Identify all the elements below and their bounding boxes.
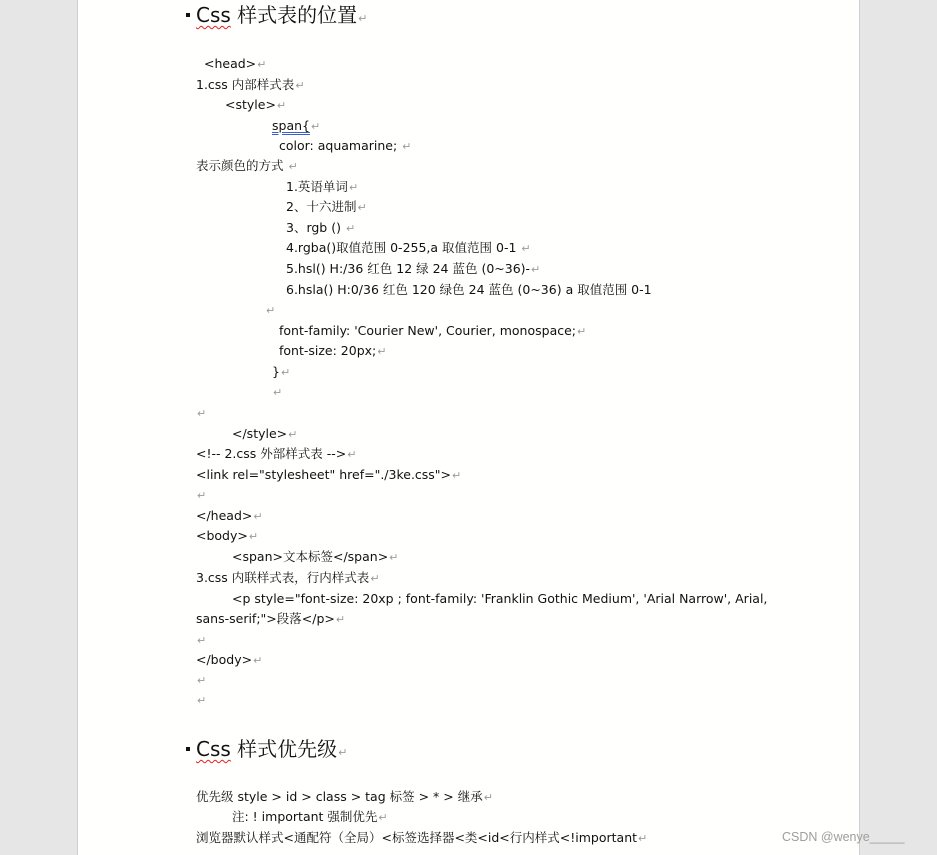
heading-css-position — [186, 1, 367, 33]
paragraph-mark-icon: ↵ — [338, 746, 348, 759]
code-line: <body>↵ — [196, 528, 259, 543]
text-line: 浏览器默认样式<通配符（全局）<标签选择器<类<id<行内样式<!important↵ — [196, 830, 648, 845]
empty-line — [196, 672, 206, 689]
heading-css-priority — [186, 735, 347, 767]
list-item: 6.hsla() H:0/36 红色 120 绿色 24 蓝色 (0~36) a 取值范围 0-1 — [286, 282, 652, 297]
paragraph-mark-icon: ↵ — [197, 407, 207, 420]
paragraph-mark-icon: ↵ — [197, 674, 207, 687]
heading-word: Css — [196, 737, 231, 761]
empty-line — [196, 692, 206, 709]
code-line: }↵ — [272, 364, 291, 379]
paragraph-mark-icon: ↵ — [253, 510, 263, 523]
paragraph-mark-icon: ↵ — [378, 811, 388, 824]
paragraph-mark-icon: ↵ — [257, 58, 267, 71]
text-line: 3.css 内联样式表，行内样式表↵ — [196, 570, 380, 585]
paragraph-mark-icon: ↵ — [370, 572, 380, 585]
empty-line — [196, 487, 206, 504]
paragraph-mark-icon: ↵ — [377, 345, 387, 358]
code-line: <link rel="stylesheet" href="./3ke.css">↵ — [196, 467, 462, 482]
paragraph-mark-icon: ↵ — [310, 120, 321, 133]
paragraph-mark-icon: ↵ — [347, 448, 357, 461]
paragraph-mark-icon: ↵ — [197, 694, 207, 707]
code-line: span{↵ — [272, 118, 321, 133]
paragraph-mark-icon: ↵ — [295, 79, 305, 92]
paragraph-mark-icon: ↵ — [197, 489, 207, 502]
code-comment: <!-- 2.css 外部样式表 -->↵ — [196, 446, 357, 461]
text-line: 表示颜色的方式 ↵ — [196, 158, 298, 173]
bullet-icon — [186, 747, 190, 751]
paragraph-mark-icon: ↵ — [389, 551, 399, 564]
text-line: 注: ! important 强制优先↵ — [232, 809, 388, 824]
code-line: 1.css 内部样式表↵ — [196, 77, 305, 92]
paragraph-mark-icon: ↵ — [358, 12, 368, 25]
heading-text: 样式表的位置 — [230, 3, 358, 27]
code-line: font-family: 'Courier New', Courier, monospace;↵ — [279, 323, 587, 338]
paragraph-mark-icon: ↵ — [335, 613, 346, 626]
paragraph-mark-icon: ↵ — [402, 140, 412, 153]
heading-word: Css — [196, 3, 231, 27]
paragraph-mark-icon: ↵ — [248, 530, 259, 543]
bullet-icon — [186, 13, 190, 17]
code-line: </style>↵ — [232, 426, 298, 441]
code-line: <span>文本标签</span>↵ — [232, 549, 399, 564]
code-line: sans-serif;">段落</p>↵ — [196, 611, 346, 626]
paragraph-mark-icon: ↵ — [638, 832, 648, 845]
paragraph-mark-icon: ↵ — [288, 428, 298, 441]
paragraph-mark-icon: ↵ — [531, 263, 541, 276]
list-item: 2、十六进制↵ — [286, 199, 367, 214]
empty-line — [272, 384, 282, 401]
list-item: 1.英语单词↵ — [286, 179, 359, 194]
paragraph-mark-icon: ↵ — [253, 654, 263, 667]
paragraph-mark-icon: ↵ — [357, 201, 367, 214]
code-line: <p style="font-size: 20xp ; font-family: 'Franklin Gothic Medium', 'Arial Narrow', Arial, — [232, 591, 768, 606]
code-line: color: aquamarine; ↵ — [279, 138, 412, 153]
paragraph-mark-icon: ↵ — [483, 791, 493, 804]
document-page — [77, 0, 860, 855]
paragraph-mark-icon: ↵ — [521, 242, 531, 255]
paragraph-mark-icon: ↵ — [345, 222, 356, 235]
paragraph-mark-icon: ↵ — [266, 304, 276, 317]
empty-line — [265, 302, 275, 319]
paragraph-mark-icon: ↵ — [280, 366, 291, 379]
paragraph-mark-icon: ↵ — [273, 386, 283, 399]
code-line: font-size: 20px;↵ — [279, 343, 387, 358]
empty-line — [196, 405, 206, 422]
paragraph-mark-icon: ↵ — [288, 160, 298, 173]
empty-line — [196, 632, 206, 649]
list-item: 4.rgba()取值范围 0-255,a 取值范围 0-1 ↵ — [286, 240, 531, 255]
paragraph-mark-icon: ↵ — [452, 469, 462, 482]
list-item: 5.hsl() H:/36 红色 12 绿 24 蓝色 (0~36)-↵ — [286, 261, 541, 276]
paragraph-mark-icon: ↵ — [276, 99, 287, 112]
text-line: 优先级 style > id > class > tag 标签 > * > 继承↵ — [196, 789, 493, 804]
code-line: <head>↵ — [204, 56, 267, 71]
watermark: CSDN @wenye_____ — [782, 830, 905, 844]
code-line: </head>↵ — [196, 508, 263, 523]
paragraph-mark-icon: ↵ — [197, 634, 207, 647]
paragraph-mark-icon: ↵ — [577, 325, 587, 338]
code-line: </body>↵ — [196, 652, 263, 667]
paragraph-mark-icon: ↵ — [348, 181, 359, 194]
heading-text: 样式优先级 — [230, 737, 338, 761]
list-item: 3、rgb () ↵ — [286, 220, 356, 235]
code-line: <style>↵ — [225, 97, 287, 112]
